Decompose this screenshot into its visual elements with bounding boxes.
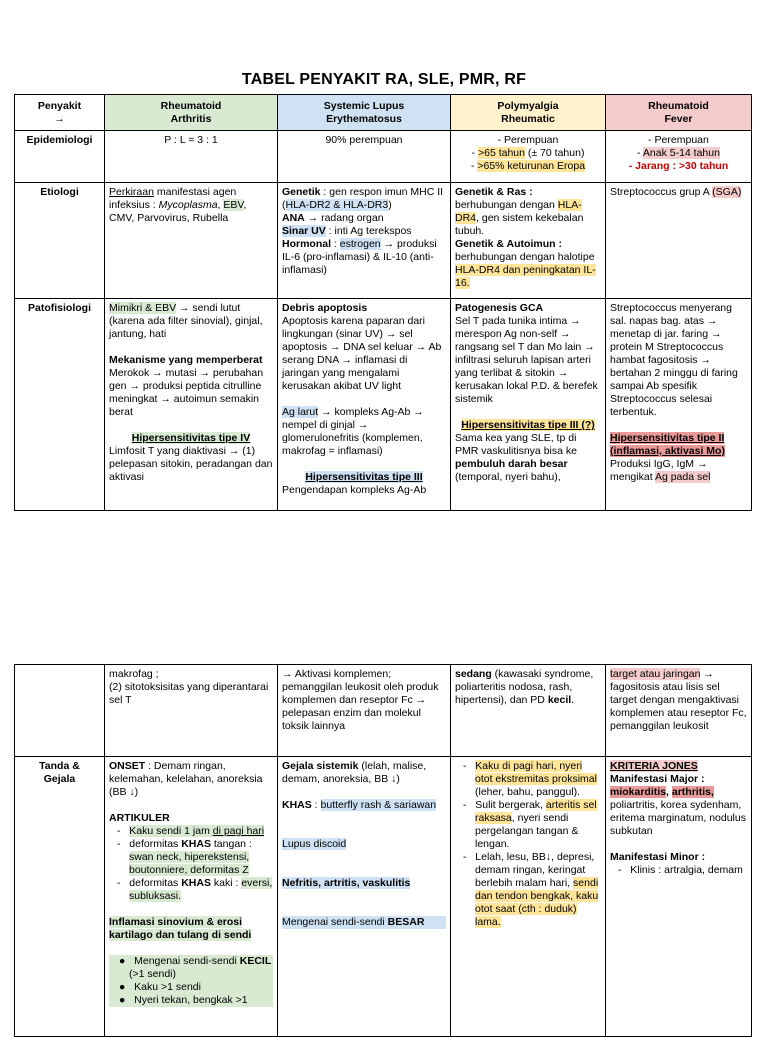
- tanda-gejala-ra: ONSET : Demam ringan, kelemahan, kelelahan, anoreksia (BB ↓) ARTIKULER - Kaku sendi 1 jam di pagi hari - deformitas KHAS tangan : swan neck, hiperekstensi, boutonniere, deformitas Z - deformitas KHAS kaki : eversi, subluksasi. Inflamasi sinovium & erosi kartilago dan tulang di sendi ● Mengenai sendi-sendi KECIL (>1 sendi) ● Kaku >1 sendi ● Nyeri tekan, bengkak >1: [105, 757, 278, 1037]
- etiologi-sle: Genetik : gen respon imun MHC II (HLA-DR2 & HLA-DR3) ANA → radang organ Sinar UV : inti Ag terekspos Hormonal : estrogen → produksi IL-6 (pro-inflamasi) & IL-10 (anti-inflamasi): [278, 183, 451, 299]
- table-row-continuation: [15, 665, 752, 757]
- row-label-epidemiologi: Epidemiologi: [15, 131, 105, 183]
- patofisiologi-pmr: Patogenesis GCA Sel T pada tunika intima → merespon Ag non-self → rangsang sel T dan Mo lain → infiltrasi seluruh lapisan arteri yang terlibat & sitokin → kerusakan lokal P.D. & berefek sistemik Hipersensitivitas tipe III (?) Sama kea yang SLE, tp di PMR vaskulitisnya bisa ke pembuluh darah besar (temporal, nyeri bahu),: [451, 299, 606, 511]
- tanda-gejala-pmr: [451, 757, 606, 1037]
- list-item: - Lelah, lesu, BB↓, depresi, demam ringan, keringat berlebih malam hari, sendi dan tendon bengkak, kaku otot saat (cth : duduk) lama.: [463, 851, 599, 928]
- disease-table-part-2: [14, 664, 752, 1037]
- table-row-tanda-gejala: [15, 757, 752, 1037]
- page-title: TABEL PENYAKIT RA, SLE, PMR, RF: [241, 71, 527, 88]
- header-sle: Systemic Lupus Erythematosus: [278, 95, 451, 131]
- continuation-pmr: sedang (kawasaki syndrome, poliarteritis nodosa, rash, hipertensi), dan PD kecil.: [451, 665, 606, 757]
- patofisiologi-rf: Streptococcus menyerang sal. napas bag. atas → menetap di jar. faring → protein M Streptococcus hambat fagositosis → bertahan 2 minggu di faring sampai Ab spesifik Streptococcus selesai terbentuk. Hipersensitivitas tipe II (inflamasi, aktivasi Mo) Produksi IgG, IgM → mengikat Ag pada sel: [606, 299, 752, 511]
- list-item: ● Mengenai sendi-sendi KECIL (>1 sendi): [109, 955, 273, 981]
- etiologi-pmr: Genetik & Ras : berhubungan dengan HLA-DR4, gen sistem kekebalan tubuh. Genetik & Autoimun : berhubungan dengan halotipe HLA-DR4 dan peningkatan IL-16.: [451, 183, 606, 299]
- epidemiologi-sle: 90% perempuan: [278, 131, 451, 183]
- patofisiologi-ra: Mimikri & EBV → sendi lutut (karena ada filter sinovial), ginjal, jantung, hati Mekanisme yang memperberat Merokok → mutasi → perubahan gen → produksi peptida citrulline meningkat → autoimun semakin berat Hipersensitivitas tipe IV Limfosit T yang diaktivasi → (1) pelepasan sitokin, peradangan dan aktivasi: [105, 299, 278, 511]
- list-item: - Kaku sendi 1 jam di pagi hari: [117, 825, 265, 837]
- continuation-ra: makrofag ; (2) sitotoksisitas yang diperantarai sel T: [105, 665, 278, 757]
- list-item: ● Kaku >1 sendi: [109, 981, 273, 994]
- header-ra: Rheumatoid Arthritis: [105, 95, 278, 131]
- table-row-patofisiologi: [15, 299, 752, 511]
- list-item: - Klinis : artralgia, demam: [618, 864, 743, 876]
- epidemiologi-ra: P : L = 3 : 1: [105, 131, 278, 183]
- row-label-tanda-gejala: Tanda & Gejala: [15, 757, 105, 1037]
- list-item: - Kaku di pagi hari, nyeri otot ekstremitas proksimal (leher, bahu, panggul).: [463, 760, 597, 798]
- epidemiologi-rf: - Perempuan - Anak 5-14 tahun - Jarang : >30 tahun: [606, 131, 752, 183]
- list-item: - deformitas KHAS tangan : swan neck, hiperekstensi, boutonniere, deformitas Z: [117, 838, 252, 876]
- list-item: ● Nyeri tekan, bengkak >1: [109, 994, 273, 1007]
- header-rf: Rheumatoid Fever: [606, 95, 752, 131]
- table-row-etiologi: [15, 183, 752, 299]
- row-label-etiologi: Etiologi: [15, 183, 105, 299]
- etiologi-ra: Perkiraan manifestasi agen infeksius : Mycoplasma, EBV, CMV, Parvovirus, Rubella: [105, 183, 278, 299]
- continuation-sle: → Aktivasi komplemen; pemanggilan leukosit oleh produk komplemen dan reseptor Fc → pelepasan enzim dan molekul toksik lainnya: [278, 665, 451, 757]
- row-label-patofisiologi: Patofisiologi: [15, 299, 105, 511]
- header-pmr: Polymyalgia Rheumatic: [451, 95, 606, 131]
- tanda-gejala-rf: KRITERIA JONES Manifestasi Major : miokarditis, arthritis, poliartritis, korea sydenham, eritema marginatum, nodulus subkutan Manifestasi Minor : - Klinis : artralgia, demam: [606, 757, 752, 1037]
- list-item: - Sulit bergerak, arteritis sel raksasa, nyeri sendi pergelangan tangan & lengan.: [463, 799, 597, 850]
- continuation-rf: target atau jaringan → fagositosis atau lisis sel target dengan mengaktivasi komplemen atau reseptor Fc, pemanggilan leukosit: [606, 665, 752, 757]
- epidemiologi-pmr: - Perempuan - >65 tahun (± 70 tahun) - >65% keturunan Eropa: [451, 131, 606, 183]
- continuation-label: [15, 665, 105, 757]
- header-penyakit: Penyakit →: [15, 95, 105, 131]
- table-row-epidemiologi: [15, 131, 752, 183]
- tanda-gejala-sle: Gejala sistemik (lelah, malise, demam, anoreksia, BB ↓) KHAS : butterfly rash & sariawan Lupus discoid Nefritis, artritis, vaskulitis Mengenai sendi-sendi BESAR: [278, 757, 451, 1037]
- list-item: - deformitas KHAS kaki : eversi, subluksasi.: [117, 877, 273, 902]
- etiologi-rf: Streptococcus grup A (SGA): [606, 183, 752, 299]
- patofisiologi-sle: Debris apoptosis Apoptosis karena paparan dari lingkungan (sinar UV) → sel apoptosis → DNA sel keluar → Ab serang DNA → inflamasi di jaringan yang mengalami kerusakan akibat UV light Ag larut → kompleks Ag-Ab → nempel di ginjal → glomerulonefritis (komplemen, makrofag = inflamasi) Hipersensitivitas tipe III Pengendapan kompleks Ag-Ab: [278, 299, 451, 511]
- table-header-row: [15, 95, 752, 131]
- disease-table-part-1: [14, 94, 752, 511]
